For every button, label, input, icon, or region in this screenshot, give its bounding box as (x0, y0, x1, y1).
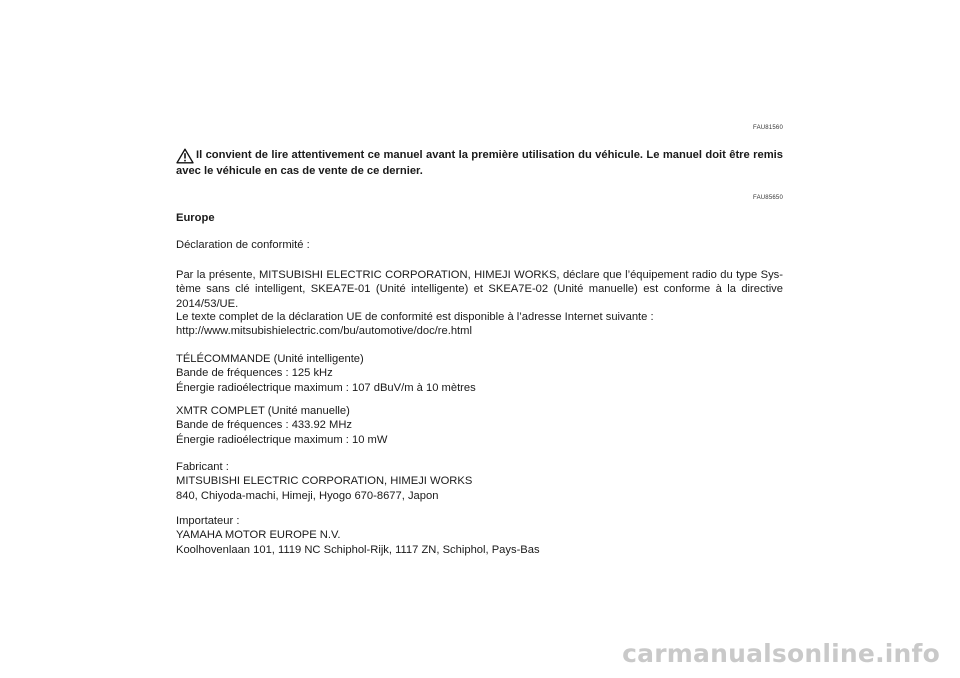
reference-code-europe: FAU85650 (753, 195, 783, 201)
fabricant-label: Fabricant : (176, 461, 229, 473)
telecommande-power: Énergie radioélectrique maximum : 107 dBuV/m à 10 mètres (176, 381, 476, 394)
declaration-heading: Déclaration de conformité : (176, 239, 310, 251)
full-text-line: Le texte complet de la déclaration UE de conformité est disponible à l’adresse Internet suivante : (176, 311, 654, 323)
warning-text: Il convient de lire attentivement ce manuel avant la première utilisation du véhicule. Le manuel doit être remis avec le véhicule en cas de vente de ce dernier. (176, 149, 783, 177)
declaration-line: tème sans clé intelligent, SKEA7E-01 (Unité intelligente) et SKEA7E-02 (Unité manuelle) est conforme à la directive (176, 283, 783, 296)
importateur-name: YAMAHA MOTOR EUROPE N.V. (176, 529, 341, 542)
xmtr-frequency: Bande de fréquences : 433.92 MHz (176, 419, 353, 432)
reference-code-warning: FAU81560 (753, 125, 783, 131)
importateur-address: Koolhovenlaan 101, 1119 NC Schiphol-Rijk, 1117 ZN, Schiphol, Pays-Bas (176, 543, 540, 556)
declaration-paragraph (176, 268, 783, 311)
xmtr-title: XMTR COMPLET (Unité manuelle) (176, 405, 350, 417)
declaration-url: http://www.mitsubishielectric.com/bu/automotive/doc/re.html (176, 325, 472, 338)
fabricant-block (176, 460, 783, 503)
declaration-line: Par la présente, MITSUBISHI ELECTRIC CORPORATION, HIMEJI WORKS, déclare que l’équipement radio du type Sys- (176, 269, 783, 281)
fabricant-name: MITSUBISHI ELECTRIC CORPORATION, HIMEJI WORKS (176, 475, 473, 488)
declaration-line: 2014/53/UE. (176, 297, 239, 310)
xmtr-block (176, 404, 783, 447)
manual-page (176, 0, 783, 678)
fabricant-address: 840, Chiyoda-machi, Himeji, Hyogo 670-8677, Japon (176, 489, 439, 502)
xmtr-power: Énergie radioélectrique maximum : 10 mW (176, 433, 388, 446)
telecommande-frequency: Bande de fréquences : 125 kHz (176, 367, 333, 380)
telecommande-title: TÉLÉCOMMANDE (Unité intelligente) (176, 353, 364, 365)
importateur-label: Importateur : (176, 515, 240, 527)
section-title: Europe (176, 212, 215, 224)
importateur-block (176, 514, 783, 557)
telecommande-block (176, 352, 783, 395)
full-text-paragraph (176, 310, 783, 339)
watermark: carmanualsonline.info (622, 639, 940, 668)
